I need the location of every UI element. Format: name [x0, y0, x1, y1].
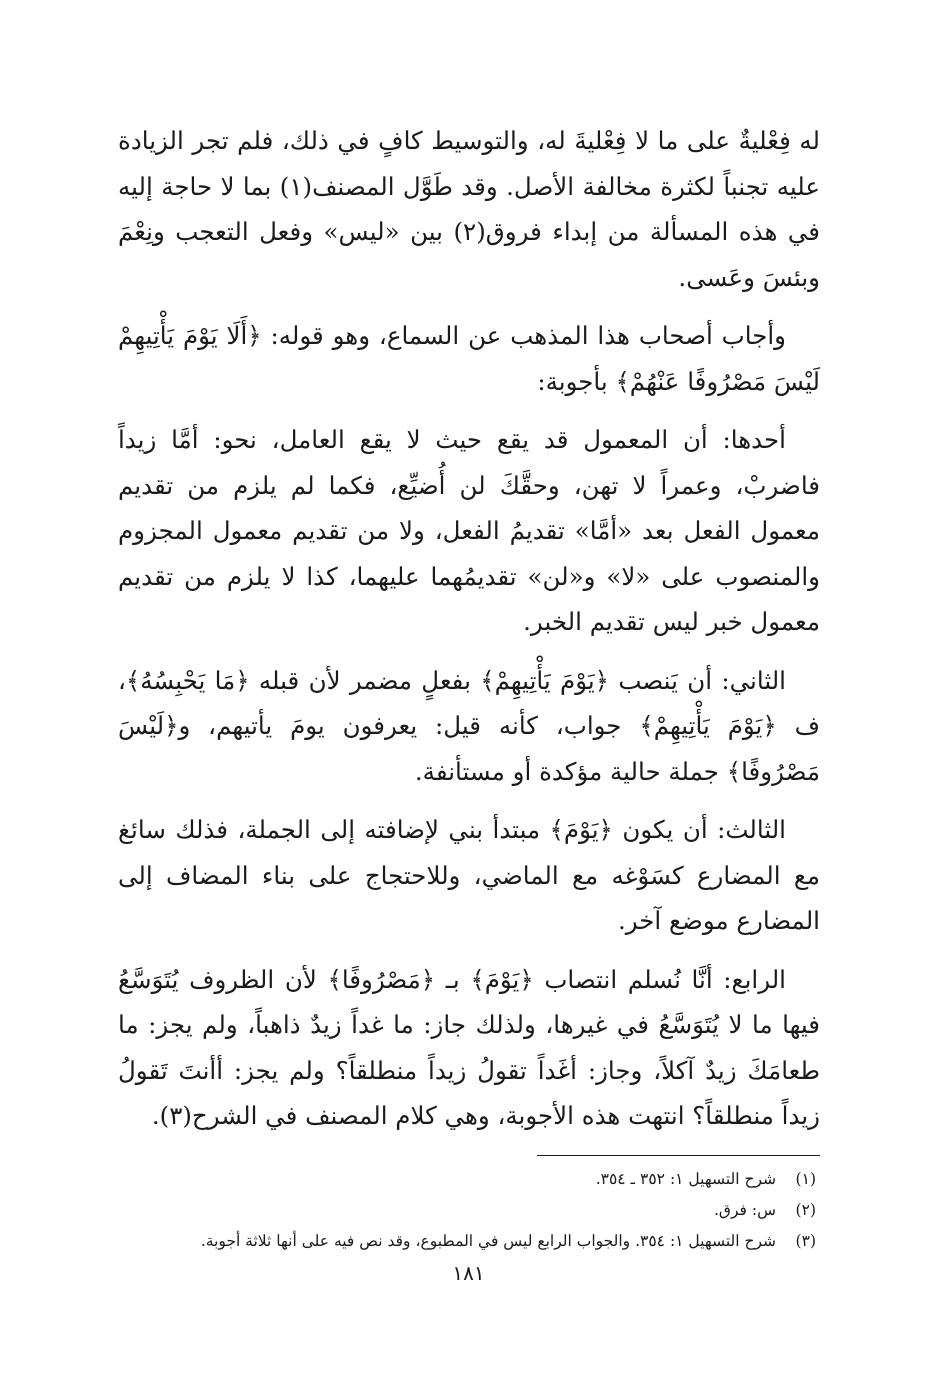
footnote-text: شرح التسهيل ١: ٣٥٢ ـ ٣٥٤.	[595, 1169, 776, 1188]
footnote-number: (١)	[795, 1169, 816, 1188]
paragraph-5: الثالث: أن يكون ﴿يَوْمَ﴾ مبتدأ بني لإضافته إلى الجملة، فذلك سائغ مع المضارع كسَوْغه مع الماضي، وللاحتجاج على بناء المضاف إلى المضارع موضع آخر.	[118, 815, 820, 935]
footnote-2	[118, 1195, 820, 1226]
paragraph-2: وأجاب أصحاب هذا المذهب عن السماع، وهو قوله: ﴿أَلَا يَوْمَ يَأْتِيهِمْ لَيْسَ مَصْرُوفًا عَنْهُمْ﴾ بأجوبة:	[118, 321, 820, 396]
paragraph-6: الرابع: أنَّا نُسلم انتصاب ﴿يَوْمَ﴾ بـ ﴿مَصْرُوفًا﴾ لأن الظروف يُتَوَسَّعُ فيها ما لا يُتَوَسَّعُ في غيرها، ولذلك جاز: ما غداً زيدٌ ذاهباً، ولم يجز: ما طعامَكَ زيدٌ آكلاً، وجاز: أغَداً تقولُ زيداً منطلقاً؟ ولم يجز: أأنتَ تَقولُ زيداً منطلقاً؟ انتهت هذه الأجوبة، وهي كلام المصنف في الشرح(٣).	[118, 964, 820, 1130]
page-number: ١٨١	[452, 1261, 485, 1285]
footnote-1	[118, 1164, 820, 1195]
footnote-divider	[537, 1155, 820, 1156]
footnote-text: س: فرق.	[714, 1200, 776, 1219]
paragraph-1: له فِعْليةٌ على ما لا فِعْليةَ له، والتوسيط كافٍ في ذلك، فلم تجر الزيادة عليه تجنباً لكثرة مخالفة الأصل. وقد طَوَّل المصنف(١) بما لا حاجة إليه في هذه المسألة من إبداء فروق(٢) بين «ليس» وفعل التعجب ونِعْمَ وبئسَ وعَسى.	[118, 126, 821, 292]
footnote-number: (٣)	[795, 1231, 816, 1250]
footnote-3	[118, 1226, 820, 1257]
paragraph-3: أحدها: أن المعمول قد يقع حيث لا يقع العامل، نحو: أمَّا زيداً فاضربْ، وعمراً لا تهن، وحقَّكَ لن أُضيِّع، فكما لم يلزم من تقديم معمول الفعل بعد «أمَّا» تقديمُ الفعل، ولا من تقديم معمول المجزوم والمنصوب على «لا» و«لن» تقديمُهما عليهما، كذا لا يلزم من تقديم معمول خبر ليس تقديم الخبر.	[118, 425, 820, 636]
footnote-number: (٢)	[795, 1200, 816, 1219]
footnote-text: شرح التسهيل ١: ٣٥٤. والجواب الرابع ليس في المطبوع، وقد نص فيه على أنها ثلاثة أجوبة.	[200, 1231, 776, 1250]
page-body	[118, 118, 820, 1257]
paragraph-4: الثاني: أن يَنصب ﴿يَوْمَ يَأْتِيهِمْ﴾ بفعلٍ مضمر لأن قبله ﴿مَا يَحْبِسُهُ﴾، ف ﴿يَوْمَ يَأْتِيهِمْ﴾ جواب، كأنه قيل: يعرفون يومَ يأتيهم، و﴿لَيْسَ مَصْرُوفًا﴾ جملة حالية مؤكدة أو مستأنفة.	[118, 665, 820, 786]
